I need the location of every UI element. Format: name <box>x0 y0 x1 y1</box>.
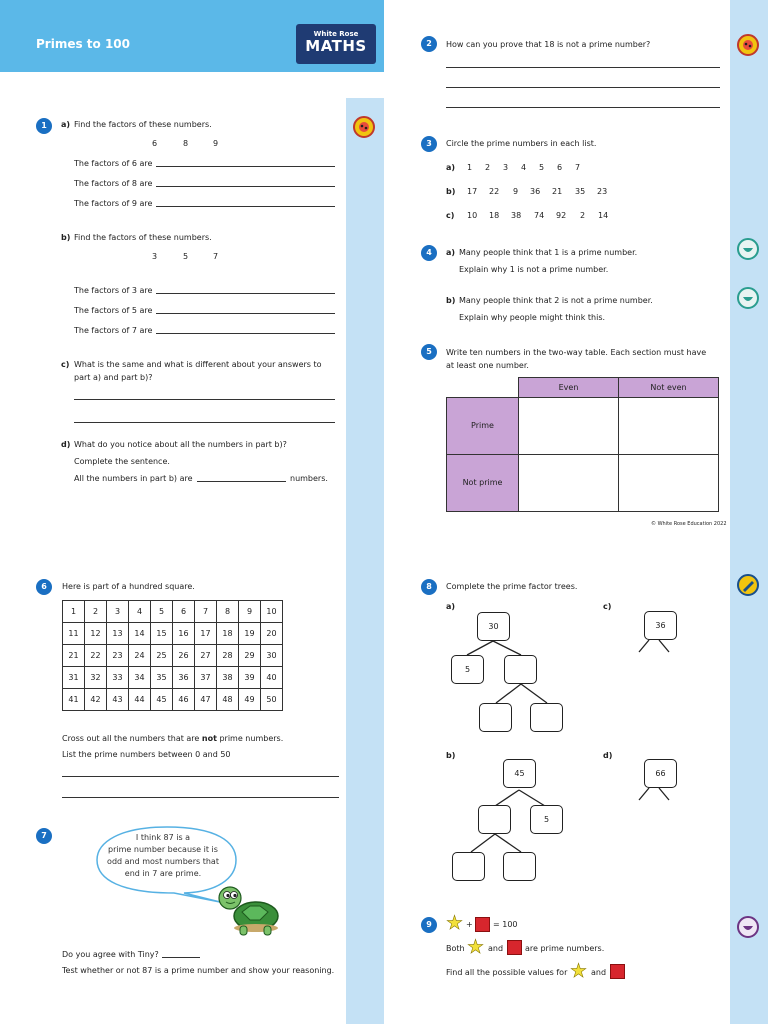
hundred-square-cell[interactable]: 23 <box>107 645 129 667</box>
q9-find: Find all the possible values for <box>446 968 568 977</box>
q1d-label: d) <box>61 440 71 449</box>
q3-text: Circle the prime numbers in each list. <box>446 139 597 148</box>
hundred-square <box>62 600 283 711</box>
hundred-square-cell[interactable]: 14 <box>129 623 151 645</box>
hundred-square-cell[interactable]: 18 <box>217 623 239 645</box>
q1c-text-line1: What is the same and what is different about your answers to <box>74 360 322 369</box>
q4a-text-line1: Many people think that 1 is a prime number. <box>459 248 638 257</box>
answer-line[interactable] <box>62 776 339 777</box>
q1b-number: 3 <box>152 252 158 261</box>
hundred-square-cell[interactable]: 7 <box>195 601 217 623</box>
q9-both: Both <box>446 944 465 953</box>
q3-number[interactable]: 36 <box>530 187 541 196</box>
hundred-square-cell[interactable]: 40 <box>261 667 283 689</box>
q8a-label: a) <box>446 602 456 611</box>
q6-cross-post: prime numbers. <box>219 734 284 743</box>
q3-number[interactable]: 1 <box>467 163 473 172</box>
answer-line[interactable] <box>156 166 335 167</box>
hundred-square-cell[interactable]: 49 <box>239 689 261 711</box>
q1b-text: Find the factors of these numbers. <box>74 233 212 242</box>
q4b-text-line2: Explain why people might think this. <box>459 313 606 322</box>
hundred-square-cell[interactable]: 38 <box>217 667 239 689</box>
logo-line1: White Rose <box>313 30 359 38</box>
q9-are-prime: are prime numbers. <box>525 944 605 953</box>
q9-and: and <box>591 968 607 977</box>
q1b-line-label: The factors of 5 are <box>74 306 153 315</box>
q3-list-label: b) <box>446 187 456 196</box>
factor-tree-blank-box[interactable] <box>452 852 485 881</box>
hundred-square-cell[interactable]: 3 <box>107 601 129 623</box>
logo <box>296 24 376 64</box>
factor-tree-blank-box[interactable] <box>478 805 511 834</box>
hundred-square-cell[interactable]: 29 <box>239 645 261 667</box>
purple-cup-badge-icon <box>737 916 759 938</box>
q6-cross-pre: Cross out all the numbers that are <box>62 734 200 743</box>
question-2-number: 2 <box>421 36 437 52</box>
table-cell[interactable] <box>618 454 719 512</box>
q8-text: Complete the prime factor trees. <box>446 582 578 591</box>
q3-number[interactable]: 4 <box>521 163 527 172</box>
q3-number[interactable]: 35 <box>575 187 586 196</box>
q1d-text-line2: Complete the sentence. <box>74 457 170 466</box>
factor-tree-node: 36 <box>644 611 677 640</box>
hundred-square-cell[interactable]: 42 <box>85 689 107 711</box>
q8b-label: b) <box>446 751 456 760</box>
q4a-text-line2: Explain why 1 is not a prime number. <box>459 265 609 274</box>
q1d-sentence-start: All the numbers in part b) are <box>74 474 193 483</box>
hundred-square-cell[interactable]: 6 <box>173 601 195 623</box>
bubble-line: I think 87 is a <box>135 833 191 842</box>
q1a-label: a) <box>61 120 71 129</box>
hundred-square-cell[interactable]: 50 <box>261 689 283 711</box>
q8d-label: d) <box>603 751 613 760</box>
table-cell[interactable] <box>618 397 719 455</box>
question-7-number: 7 <box>36 828 52 844</box>
q1b-label: b) <box>61 233 71 242</box>
q1b-line-label: The factors of 3 are <box>74 286 153 295</box>
factor-tree-node: 45 <box>503 759 536 788</box>
ladybird-badge-icon <box>353 116 375 138</box>
hundred-square-cell[interactable]: 48 <box>217 689 239 711</box>
hundred-square-cell[interactable]: 10 <box>261 601 283 623</box>
factor-tree-blank-box[interactable] <box>503 852 536 881</box>
q9-equals: = 100 <box>493 920 518 929</box>
factor-tree-blank-box[interactable] <box>479 703 512 732</box>
table-header-even: Even <box>518 377 619 398</box>
hundred-square-cell[interactable]: 36 <box>173 667 195 689</box>
q3-list-label: a) <box>446 163 456 172</box>
answer-line[interactable] <box>446 107 720 108</box>
q6-cross-bold: not <box>201 734 217 743</box>
answer-line[interactable] <box>156 206 335 207</box>
bubble-line: odd and most numbers that <box>107 857 219 866</box>
page-title: Primes to 100 <box>36 37 130 51</box>
q1a-line-label: The factors of 6 are <box>74 159 153 168</box>
table-header-not-even: Not even <box>618 377 719 398</box>
factor-tree-node: 66 <box>644 759 677 788</box>
hundred-square-cell[interactable]: 27 <box>195 645 217 667</box>
hundred-square-cell[interactable]: 45 <box>151 689 173 711</box>
left-sidebar-strip <box>346 98 384 1024</box>
hundred-square-cell[interactable]: 15 <box>151 623 173 645</box>
q3-number[interactable]: 3 <box>503 163 509 172</box>
q8c-label: c) <box>603 602 612 611</box>
hundred-square-cell[interactable]: 4 <box>129 601 151 623</box>
q3-number[interactable]: 17 <box>467 187 478 196</box>
q5-text-line2: at least one number. <box>446 361 529 370</box>
q4b-text-line1: Many people think that 2 is not a prime number. <box>459 296 653 305</box>
q1a-text: Find the factors of these numbers. <box>74 120 212 129</box>
q3-number[interactable]: 14 <box>598 211 609 220</box>
q3-number[interactable]: 2 <box>485 163 491 172</box>
hundred-square-cell[interactable]: 26 <box>173 645 195 667</box>
q1a-line-label: The factors of 9 are <box>74 199 153 208</box>
question-8-number: 8 <box>421 579 437 595</box>
hundred-square-cell[interactable]: 31 <box>63 667 85 689</box>
star-icon: ★ <box>446 912 464 934</box>
hundred-square-cell[interactable]: 24 <box>129 645 151 667</box>
hundred-square-cell[interactable]: 16 <box>173 623 195 645</box>
table-cell[interactable] <box>518 454 619 512</box>
q3-list-label: c) <box>446 211 455 220</box>
ladybird-badge-icon <box>737 34 759 56</box>
hundred-square-cell[interactable]: 20 <box>261 623 283 645</box>
table-cell[interactable] <box>518 397 619 455</box>
q5-text-line1: Write ten numbers in the two-way table. Each section must have <box>446 348 707 357</box>
teal-cup-badge-icon <box>737 238 759 260</box>
hundred-square-cell[interactable]: 25 <box>151 645 173 667</box>
hundred-square-cell[interactable]: 19 <box>239 623 261 645</box>
factor-tree-node: 30 <box>477 612 510 641</box>
hundred-square-cell[interactable]: 37 <box>195 667 217 689</box>
hundred-square-cell[interactable]: 1 <box>63 601 85 623</box>
q3-number[interactable]: 74 <box>534 211 545 220</box>
question-6-number: 6 <box>36 579 52 595</box>
q3-number[interactable]: 21 <box>552 187 563 196</box>
q4a-label: a) <box>446 248 456 257</box>
q3-number[interactable]: 18 <box>489 211 500 220</box>
red-square-icon <box>475 917 490 932</box>
bubble-line: end in 7 are prime. <box>124 869 202 878</box>
hundred-square-cell[interactable]: 9 <box>239 601 261 623</box>
hundred-square-cell[interactable]: 17 <box>195 623 217 645</box>
hundred-square-cell[interactable]: 44 <box>129 689 151 711</box>
q9-and: and <box>488 944 504 953</box>
q1b-number: 7 <box>213 252 219 261</box>
q4b-label: b) <box>446 296 456 305</box>
q1d-text-line1: What do you notice about all the numbers in part b)? <box>74 440 287 449</box>
answer-line[interactable] <box>156 293 335 294</box>
q6-cross-out-text <box>62 734 283 743</box>
answer-line[interactable] <box>74 399 335 400</box>
hundred-square-cell[interactable]: 39 <box>239 667 261 689</box>
q1a-number: 9 <box>213 139 219 148</box>
answer-line[interactable] <box>446 87 720 88</box>
hundred-square-cell[interactable]: 32 <box>85 667 107 689</box>
q1c-text-line2: part a) and part b)? <box>74 373 153 382</box>
q7-agree-text: Do you agree with Tiny? <box>62 950 159 959</box>
hundred-square-cell[interactable]: 30 <box>261 645 283 667</box>
copyright: © White Rose Education 2022 <box>651 521 727 527</box>
answer-line[interactable] <box>446 67 720 68</box>
q9-plus: + <box>466 920 473 929</box>
factor-tree-blank-box[interactable] <box>530 703 563 732</box>
table-row-prime: Prime <box>446 397 519 455</box>
star-icon: ★ <box>570 960 588 982</box>
q6-text: Here is part of a hundred square. <box>62 582 195 591</box>
q1b-line-label: The factors of 7 are <box>74 326 153 335</box>
hundred-square-cell[interactable]: 28 <box>217 645 239 667</box>
red-square-icon <box>610 964 625 979</box>
q3-number[interactable]: 23 <box>597 187 608 196</box>
hundred-square-cell[interactable]: 35 <box>151 667 173 689</box>
q3-number[interactable]: 22 <box>489 187 500 196</box>
q2-text: How can you prove that 18 is not a prime number? <box>446 40 651 49</box>
hundred-square-cell[interactable]: 41 <box>63 689 85 711</box>
red-square-icon <box>507 940 522 955</box>
answer-line[interactable] <box>156 333 335 334</box>
star-icon: ★ <box>467 936 485 958</box>
answer-line[interactable] <box>74 422 335 423</box>
hundred-square-cell[interactable]: 12 <box>85 623 107 645</box>
q3-number[interactable]: 38 <box>511 211 522 220</box>
factor-tree-node: 5 <box>451 655 484 684</box>
q1b-number: 5 <box>183 252 189 261</box>
hundred-square-cell[interactable]: 2 <box>85 601 107 623</box>
q3-number[interactable]: 9 <box>513 187 519 196</box>
table-row-not-prime: Not prime <box>446 454 519 512</box>
q1a-number: 8 <box>183 139 189 148</box>
right-sidebar-strip <box>730 0 768 1024</box>
hundred-square-cell[interactable]: 47 <box>195 689 217 711</box>
question-5-number: 5 <box>421 344 437 360</box>
hundred-square-cell[interactable]: 11 <box>63 623 85 645</box>
q6-list-text: List the prime numbers between 0 and 50 <box>62 750 231 759</box>
hundred-square-cell[interactable]: 13 <box>107 623 129 645</box>
hundred-square-cell[interactable]: 34 <box>129 667 151 689</box>
hundred-square-cell[interactable]: 8 <box>217 601 239 623</box>
q3-number[interactable]: 5 <box>539 163 545 172</box>
answer-line[interactable] <box>162 957 200 958</box>
q1a-line-label: The factors of 8 are <box>74 179 153 188</box>
hundred-square-cell[interactable]: 33 <box>107 667 129 689</box>
teal-cup-badge-icon <box>737 287 759 309</box>
hundred-square-cell[interactable]: 5 <box>151 601 173 623</box>
hundred-square-cell[interactable]: 21 <box>63 645 85 667</box>
answer-line[interactable] <box>156 186 335 187</box>
q1a-number: 6 <box>152 139 158 148</box>
answer-line[interactable] <box>156 313 335 314</box>
q3-number[interactable]: 92 <box>556 211 567 220</box>
pencil-badge-icon <box>737 574 759 596</box>
question-1-number: 1 <box>36 118 52 134</box>
hundred-square-cell[interactable]: 46 <box>173 689 195 711</box>
q3-number[interactable]: 7 <box>575 163 581 172</box>
q1d-sentence-end: numbers. <box>290 474 328 483</box>
factor-tree-blank-box[interactable] <box>504 655 537 684</box>
question-4-number: 4 <box>421 245 437 261</box>
question-9-number: 9 <box>421 917 437 933</box>
speech-bubble-text <box>92 832 234 880</box>
q1c-label: c) <box>61 360 70 369</box>
hundred-square-cell[interactable]: 22 <box>85 645 107 667</box>
answer-line[interactable] <box>197 481 286 482</box>
answer-line[interactable] <box>62 797 339 798</box>
hundred-square-cell[interactable]: 43 <box>107 689 129 711</box>
question-3-number: 3 <box>421 136 437 152</box>
q7-test-text: Test whether or not 87 is a prime number and show your reasoning. <box>62 966 335 975</box>
logo-line2: MATHS <box>305 37 367 55</box>
q3-number[interactable]: 10 <box>467 211 478 220</box>
tortoise-icon <box>214 882 284 938</box>
q3-number[interactable]: 6 <box>557 163 563 172</box>
bubble-line: prime number because it is <box>108 845 218 854</box>
q3-number[interactable]: 2 <box>580 211 586 220</box>
factor-tree-node: 5 <box>530 805 563 834</box>
